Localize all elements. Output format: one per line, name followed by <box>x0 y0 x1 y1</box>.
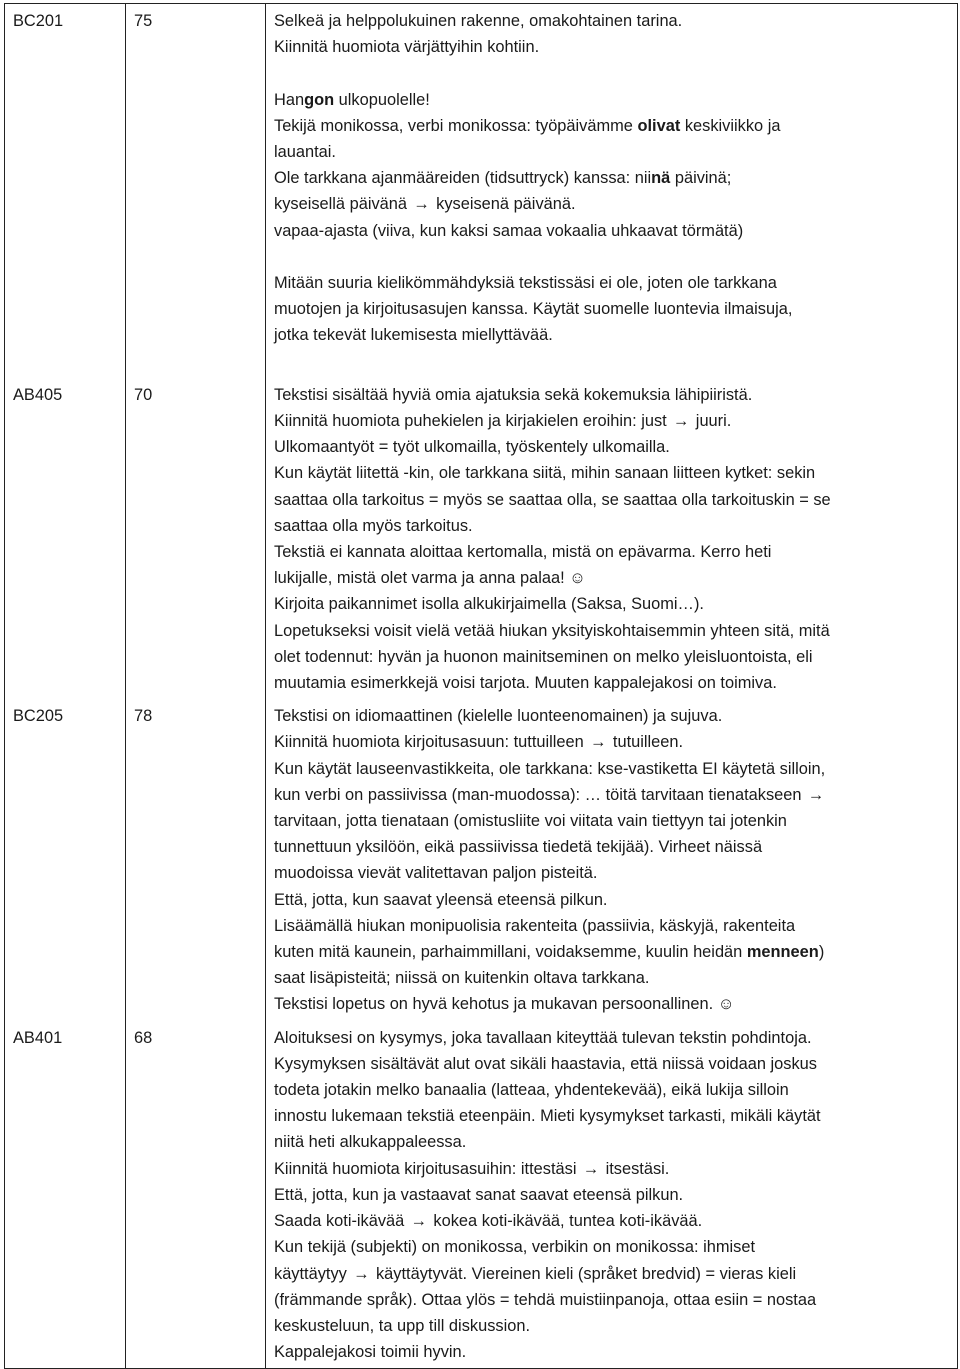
arrow-right-icon: → <box>413 195 430 214</box>
arrow-right-icon: → <box>807 785 825 804</box>
blank-line <box>274 60 951 86</box>
text-segment: itsestäsi. <box>601 1159 670 1178</box>
student-id: BC201 <box>13 12 64 30</box>
arrow-right-icon: → <box>590 733 607 752</box>
feedback-line <box>274 1234 951 1260</box>
feedback-line <box>274 913 951 939</box>
text-segment: kuten mitä kaunein, parhaimmillani, voidaksemme, kuulin heidän <box>274 943 747 962</box>
arrow-right-icon: → <box>410 1212 428 1231</box>
feedback-line <box>274 1313 951 1339</box>
feedback-line <box>274 1051 951 1077</box>
feedback-line <box>274 1077 951 1103</box>
text-segment: vapaa-ajasta (viiva, kun kaksi samaa vokaalia uhkaavat törmätä) <box>274 221 744 240</box>
student-id: AB401 <box>13 1028 63 1047</box>
score-cell <box>126 4 266 378</box>
highlighted-text: gon <box>304 90 335 109</box>
highlighted-text: olivat <box>637 116 681 135</box>
text-segment: Tekstisi on idiomaattinen (kielelle luonteenomainen) ja sujuva. <box>274 707 723 726</box>
text-segment: jotka tekevät lukemisesta miellyttävää. <box>274 326 553 345</box>
text-segment: olet todennut: hyvän ja huonon mainitseminen on melko yleisluontoista, eli <box>274 647 813 666</box>
text-segment: saattaa olla myös tarkoitus. <box>274 516 473 535</box>
feedback-line <box>274 1182 951 1208</box>
score-cell <box>126 378 266 699</box>
score: 68 <box>134 1028 153 1047</box>
score: 75 <box>134 12 153 30</box>
text-segment: niitä heti alkukappaleessa. <box>274 1133 467 1152</box>
text-segment: Kiinnitä huomiota kirjoitusasuihin: ittestäsi <box>274 1159 582 1178</box>
text-segment: Kiinnitä huomiota kirjoitusasuun: tuttuilleen <box>274 733 589 752</box>
text-segment: Että, jotta, kun ja vastaavat sanat saavat eteensä pilkun. <box>274 1185 684 1204</box>
feedback-line <box>274 322 951 348</box>
feedback-line <box>274 618 951 644</box>
score-cell <box>126 1021 266 1369</box>
text-segment: ulkopuolelle! <box>334 90 430 109</box>
text-segment: Mitään suuria kielikömmähdyksiä tekstissäsi ei ole, joten ole tarkkana <box>274 274 777 292</box>
student-id-cell <box>5 1021 126 1369</box>
text-segment: käyttäytyvät. Viereinen kieli (språket bredvid) = vieras kieli <box>371 1264 797 1283</box>
feedback-line <box>274 1103 951 1129</box>
highlighted-text: nä <box>651 169 671 188</box>
text-segment: kyseisellä päivänä <box>274 195 412 214</box>
text-segment: lauantai. <box>274 143 336 161</box>
feedback-table-body <box>5 4 958 1369</box>
text-segment: Aloituksesi on kysymys, joka tavallaan kiteyttää tulevan tekstin pohdintoja. <box>274 1028 812 1047</box>
text-segment: Tekstisi lopetus on hyvä kehotus ja mukavan persoonallinen. ☺ <box>274 995 735 1014</box>
feedback-line <box>274 1339 951 1365</box>
feedback-line <box>274 834 951 860</box>
feedback-line <box>274 729 951 755</box>
feedback-table <box>4 3 958 1369</box>
text-segment: Tekstiä ei kannata aloittaa kertomalla, mistä on epävarma. Kerro heti <box>274 543 772 562</box>
feedback-line <box>274 591 951 617</box>
feedback-line <box>274 991 951 1017</box>
feedback-line <box>274 703 951 729</box>
feedback-cell <box>266 699 958 1020</box>
feedback-line <box>274 860 951 886</box>
feedback-line <box>274 1261 951 1287</box>
table-row <box>5 1021 958 1369</box>
feedback-line <box>274 296 951 322</box>
text-segment: Kysymyksen sisältävät alut ovat sikäli haastavia, että niissä voidaan joskus <box>274 1054 817 1073</box>
feedback-cell <box>266 378 958 699</box>
text-segment: Tekijä monikossa, verbi monikossa: työpäivämme <box>274 116 638 135</box>
text-segment: Tekstisi sisältää hyviä omia ajatuksia sekä kokemuksia lähipiiristä. <box>274 385 753 404</box>
student-id-cell <box>5 4 126 378</box>
student-id-cell <box>5 699 126 1020</box>
text-segment: (främmande språk). Ottaa ylös = tehdä muistiinpanoja, ottaa esiin = nostaa <box>274 1290 817 1309</box>
feedback-line <box>274 644 951 670</box>
feedback-cell <box>266 4 958 378</box>
text-segment: saat lisäpisteitä; niissä on kuitenkin oltava tarkkana. <box>274 969 650 988</box>
text-segment: Ulkomaantyöt = työt ulkomailla, työskentely ulkomailla. <box>274 438 670 457</box>
feedback-line <box>274 756 951 782</box>
feedback-line <box>274 1156 951 1182</box>
text-segment: keskiviikko ja <box>680 116 781 135</box>
text-segment: Han <box>274 90 305 109</box>
feedback-line <box>274 1208 951 1234</box>
feedback-line <box>274 565 951 591</box>
feedback-line <box>274 808 951 834</box>
arrow-right-icon: → <box>353 1264 370 1283</box>
table-row <box>5 699 958 1020</box>
score-cell <box>126 699 266 1020</box>
feedback-line <box>274 887 951 913</box>
table-row <box>5 378 958 699</box>
feedback-cell <box>266 1021 958 1369</box>
score: 70 <box>134 385 153 404</box>
text-segment: innostu lukemaan tekstiä eteenpäin. Mieti kysymykset tarkasti, mikäli käytät <box>274 1107 821 1126</box>
feedback-line <box>274 34 951 60</box>
score: 78 <box>134 707 153 726</box>
feedback-line <box>274 270 951 296</box>
text-segment: keskusteluun, ta upp till diskussion. <box>274 1316 531 1335</box>
feedback-line <box>274 8 951 34</box>
blank-line <box>274 349 951 375</box>
arrow-right-icon: → <box>673 412 690 430</box>
text-segment: muutamia esimerkkejä voisi tarjota. Muuten kappalejakosi on toimiva. <box>274 674 777 693</box>
text-segment: tarvitaan, jotta tienataan (omistusliite voi viitata vain tiettyyn tai jotenkin <box>274 812 787 831</box>
text-segment: todeta jotakin melko banaalia (latteaa, yhdentekevää), eikä lukija silloin <box>274 1081 789 1100</box>
text-segment: kyseisenä päivänä. <box>431 195 576 214</box>
text-segment: Kun käytät liitettä -kin, ole tarkkana siitä, mihin sanaan liitteen kytket: sekin <box>274 464 816 483</box>
feedback-line <box>274 460 951 486</box>
blank-line <box>274 244 951 270</box>
text-segment: Että, jotta, kun saavat yleensä eteensä pilkun. <box>274 890 608 909</box>
text-segment: Kiinnitä huomiota värjättyihin kohtiin. <box>274 38 540 57</box>
student-id-cell <box>5 378 126 699</box>
feedback-line <box>274 513 951 539</box>
text-segment: Saada koti-ikävää <box>274 1212 409 1231</box>
text-segment: Selkeä ja helppolukuinen rakenne, omakohtainen tarina. <box>274 12 683 30</box>
feedback-line <box>274 218 951 244</box>
text-segment: käyttäytyy <box>274 1264 352 1283</box>
text-segment: Lisäämällä hiukan monipuolisia rakenteita (passiivia, käskyjä, rakenteita <box>274 916 796 935</box>
text-segment: Lopetukseksi voisit vielä vetää hiukan yksityiskohtaisemmin yhteen sitä, mitä <box>274 621 830 640</box>
text-segment: juuri. <box>691 412 732 430</box>
text-segment: päivinä; <box>670 169 732 188</box>
text-segment: ) <box>818 943 825 962</box>
text-segment: kun verbi on passiivissa (man-muodossa): … töitä tarvitaan tienatakseen <box>274 785 807 804</box>
feedback-line <box>274 113 951 139</box>
text-segment: tutuilleen. <box>608 733 684 752</box>
feedback-line <box>274 939 951 965</box>
feedback-line <box>274 139 951 165</box>
highlighted-text: menneen <box>746 943 819 962</box>
feedback-line <box>274 408 951 434</box>
feedback-line <box>274 1287 951 1313</box>
feedback-line <box>274 539 951 565</box>
feedback-line <box>274 382 951 408</box>
text-segment: Kun käytät lauseenvastikkeita, ole tarkkana: kse-vastiketta EI käytetä silloin, <box>274 759 826 778</box>
feedback-line <box>274 1129 951 1155</box>
student-id: AB405 <box>13 385 63 404</box>
arrow-right-icon: → <box>582 1159 600 1178</box>
feedback-line <box>274 965 951 991</box>
feedback-line <box>274 191 951 217</box>
feedback-line <box>274 87 951 113</box>
student-id: BC205 <box>13 707 64 726</box>
text-segment: Ole tarkkana ajanmääreiden (tidsuttryck) kanssa: nii <box>274 169 652 188</box>
feedback-line <box>274 1025 951 1051</box>
table-row <box>5 4 958 378</box>
text-segment: muodoissa vievät valitettavan paljon pisteitä. <box>274 864 598 883</box>
feedback-line <box>274 165 951 191</box>
text-segment: Kun tekijä (subjekti) on monikossa, verbikin on monikossa: ihmiset <box>274 1238 756 1257</box>
feedback-line <box>274 670 951 696</box>
text-segment: muotojen ja kirjoitusasujen kanssa. Käytät suomelle luontevia ilmaisuja, <box>274 300 793 319</box>
text-segment: saattaa olla tarkoitus = myös se saattaa olla, se saattaa olla tarkoituskin = se <box>274 490 831 509</box>
text-segment: Kappalejakosi toimii hyvin. <box>274 1343 467 1362</box>
text-segment: Kiinnitä huomiota puhekielen ja kirjakielen eroihin: just <box>274 412 672 430</box>
text-segment: Kirjoita paikannimet isolla alkukirjaimella (Saksa, Suomi…). <box>274 595 704 614</box>
feedback-line <box>274 782 951 808</box>
text-segment: lukijalle, mistä olet varma ja anna palaa! ☺ <box>274 569 586 588</box>
feedback-line <box>274 487 951 513</box>
text-segment: kokea koti-ikävää, tuntea koti-ikävää. <box>428 1212 703 1231</box>
text-segment: tunnettuun yksilöön, eikä passiivissa tiedetä tekijää). Virheet näissä <box>274 838 763 857</box>
feedback-line <box>274 434 951 460</box>
